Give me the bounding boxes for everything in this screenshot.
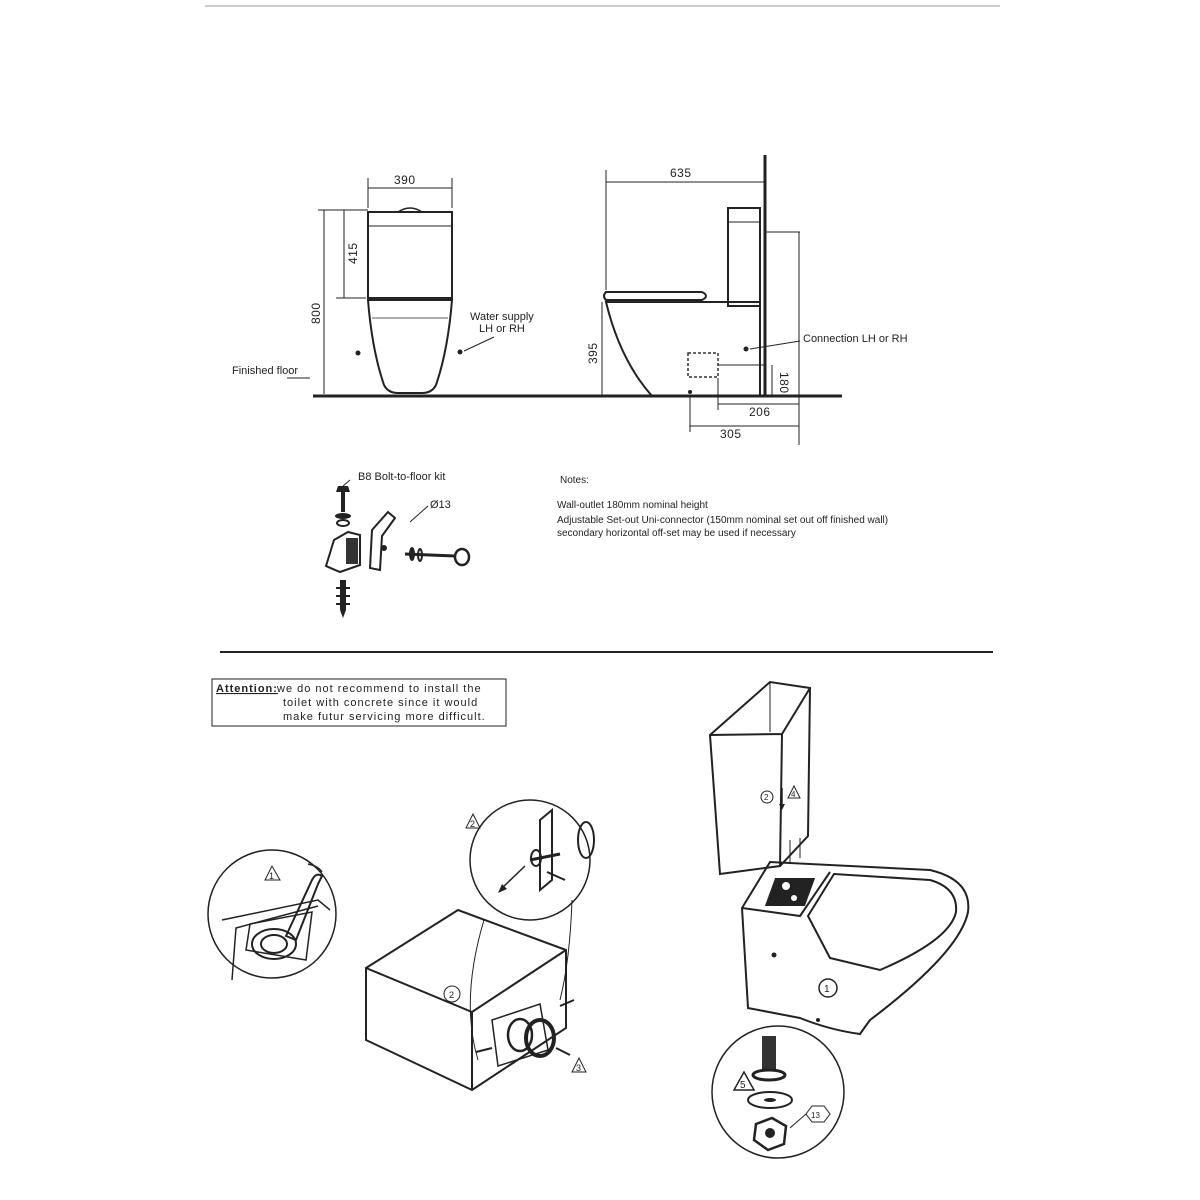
notes-line-1: Wall-outlet 180mm nominal height [557,500,708,511]
step-box-circle: 2 [449,990,455,1000]
dim-390: 390 [394,173,416,187]
notes-block [557,475,888,539]
step-tank-triangle: 4 [791,790,796,799]
dim-415: 415 [346,242,360,264]
attention-line-1: we do not recommend to install the [277,683,482,695]
step-wrench-triangle: 1 [269,871,275,881]
connection-label: Connection LH or RH [803,333,908,345]
step-bolt-triangle: 2 [470,819,476,829]
dim-395: 395 [586,342,600,364]
notes-line-2: Adjustable Set-out Uni-connector (150mm nominal set out off finished wall) [557,515,889,526]
step-nut-size: 13 [811,1111,820,1120]
dim-206: 206 [749,405,771,419]
bolt-diameter-label: Ø13 [430,499,451,511]
bolt-kit-label: B8 Bolt-to-floor kit [358,471,446,483]
notes-line-3: secondary horizontal off-set may be used if necessary [557,528,796,539]
water-supply-label-1: Water supply [470,311,534,323]
step-tank-circle: 2 [764,793,769,802]
finished-floor-label: Finished floor [232,365,299,377]
bolt-kit [326,471,469,618]
step-connector-triangle: 3 [576,1063,582,1073]
toilet-assembly [710,682,968,1158]
connector-assembly [208,800,594,1090]
water-supply-label-2: LH or RH [479,323,525,335]
side-view [586,155,908,445]
front-view [232,173,534,394]
dim-800: 800 [309,302,323,324]
attention-title: Attention: [216,683,278,695]
attention-line-3: make futur servicing more difficult. [283,711,486,723]
step-pan-circle: 1 [824,984,830,995]
dim-180: 180 [777,372,791,394]
attention-line-2: toilet with concrete since it would [283,697,479,709]
dim-635: 635 [670,166,692,180]
notes-heading: Notes: [560,475,589,486]
dim-305: 305 [720,427,742,441]
attention-box [212,679,506,726]
step-nut-triangle: 5 [740,1080,746,1091]
